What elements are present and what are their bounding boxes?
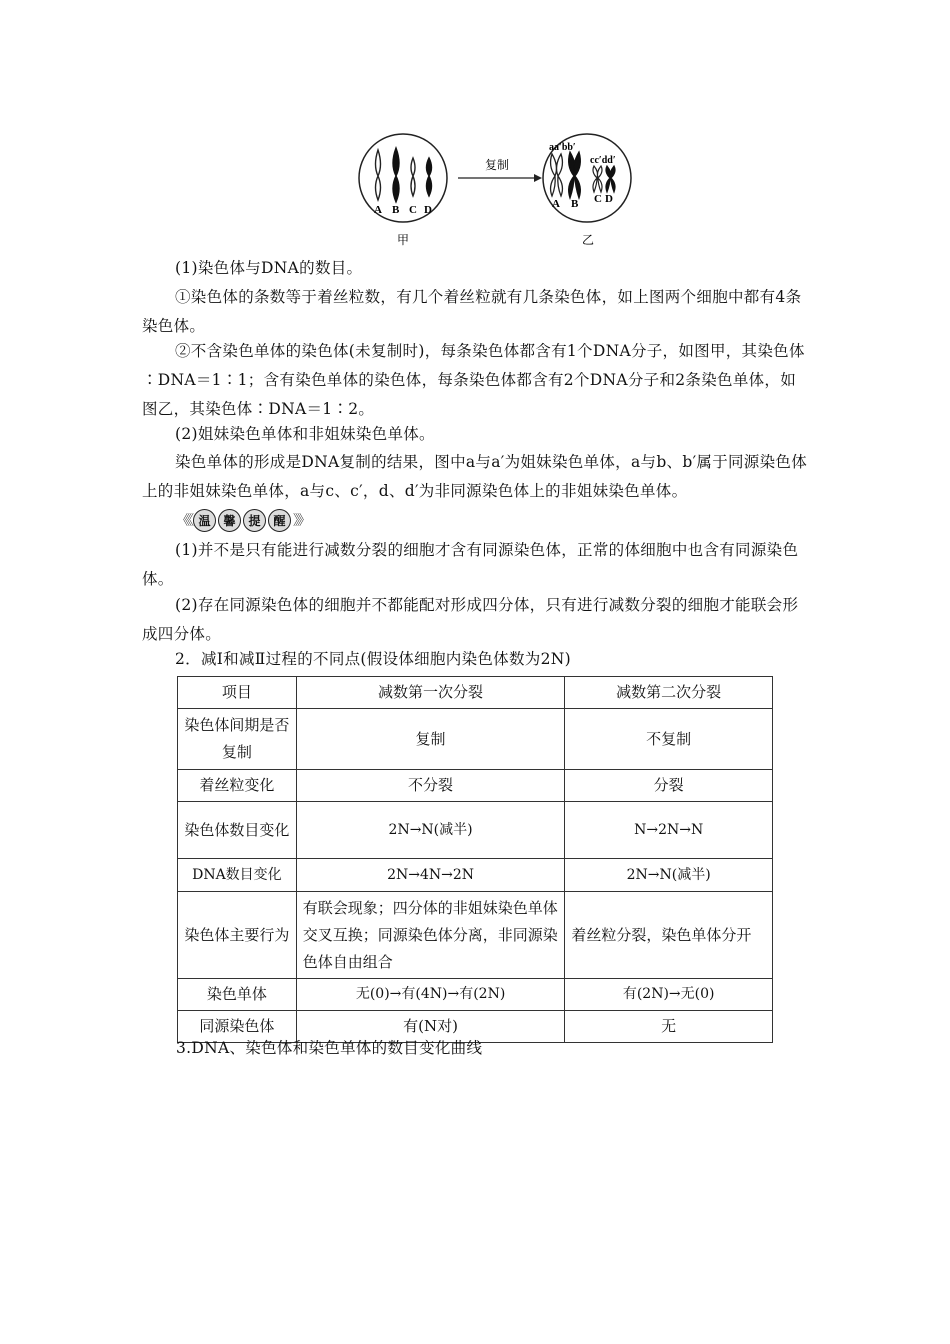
chromosome-b-icon (393, 148, 399, 202)
row-label: 染色体间期是否复制 (178, 709, 297, 770)
paragraph-2: ①染色体的条数等于着丝粒数，有几个着丝粒就有几条染色体，如上图两个细胞中都有4条染色体。 (142, 288, 802, 335)
row-label: 同源染色体 (178, 1011, 297, 1043)
meiosis-comparison-table (177, 676, 773, 1043)
table-cell: 有联会现象；四分体的非姐妹染色单体交叉互换；同源染色体分离，非同源染色体自由组合 (296, 892, 565, 979)
table-row (178, 709, 773, 770)
arrow-label: 复制 (485, 158, 510, 172)
section-3-title: 3.DNA、染色体和染色单体的数目变化曲线 (176, 1039, 483, 1057)
table-header-row (178, 677, 773, 709)
left-label-a: A (374, 204, 382, 216)
double-right-arrow-icon: 》》 (293, 513, 308, 529)
table-cell: 分裂 (565, 770, 773, 802)
table-cell: 无(0)→有(4N)→有(2N) (296, 979, 565, 1011)
right-top-label-ab: aa′bb′ (549, 142, 576, 153)
right-label-d: D (605, 193, 613, 205)
cell-jia-circle (359, 134, 447, 222)
tip-char-2: 馨 (218, 509, 241, 532)
table-cell: 2N→N(减半) (565, 859, 773, 892)
table-cell: 2N→4N→2N (296, 859, 565, 892)
right-top-label-cd: cc′dd′ (590, 155, 616, 166)
table-cell: 着丝粒分裂，染色单体分开 (565, 892, 773, 979)
left-label-b: B (392, 204, 400, 216)
replicated-chromosome-d-icon (606, 166, 615, 192)
arrow-head-icon (534, 174, 542, 182)
chromosome-replication-figure (352, 130, 642, 250)
paragraph-3: ②不含染色单体的染色体(未复制时)，每条染色体都含有1个DNA分子，如图甲，其染色体∶DNA＝1∶1；含有染色单体的染色体，每条染色体都含有2个DNA分子和2条染色单体，如图乙，其染色体∶DNA＝1∶2。 (142, 342, 805, 418)
table-cell: 不复制 (565, 709, 773, 770)
right-label-b: B (571, 198, 579, 210)
table-row (178, 802, 773, 859)
tip-char-3: 提 (243, 509, 266, 532)
paragraph-4: (2)姐妹染色单体和非姐妹染色单体。 (175, 425, 435, 443)
replicated-chromosome-b-icon (569, 152, 581, 198)
header-meiosis-1: 减数第一次分裂 (296, 677, 565, 709)
table-cell: N→2N→N (565, 802, 773, 859)
header-item: 项目 (178, 677, 297, 709)
right-label-c: C (594, 193, 602, 205)
right-label-a: A (552, 198, 560, 210)
paragraph-1: (1)染色体与DNA的数目。 (175, 259, 363, 277)
left-label-d: D (424, 204, 432, 216)
table-row (178, 892, 773, 979)
caption-yi: 乙 (582, 233, 595, 247)
section-2-title: 2．减Ⅰ和减Ⅱ过程的不同点(假设体细胞内染色体数为2N) (175, 650, 571, 668)
tip-char-4: 醒 (268, 509, 291, 532)
chromosome-a-icon (376, 150, 381, 200)
chromosome-d-icon (427, 158, 432, 196)
row-label: 染色单体 (178, 979, 297, 1011)
table-cell: 2N→N(减半) (296, 802, 565, 859)
header-meiosis-2: 减数第二次分裂 (565, 677, 773, 709)
replicated-chromosome-a-icon (551, 154, 563, 196)
paragraph-5: 染色单体的形成是DNA复制的结果，图中a与a′为姐妹染色单体，a与b、b′属于同源染色体上的非姐妹染色单体，a与c、c′，d、d′为非同源染色体上的非姐妹染色单体。 (142, 453, 807, 500)
double-left-arrow-icon: 《《 (176, 513, 191, 529)
caption-jia: 甲 (397, 233, 410, 247)
table-cell: 有(N对) (296, 1011, 565, 1043)
warm-tip-header (176, 508, 308, 532)
tip-paragraph-2: (2)存在同源染色体的细胞并不都能配对形成四分体，只有进行减数分裂的细胞才能联会形成四分体。 (142, 596, 799, 643)
row-label: 着丝粒变化 (178, 770, 297, 802)
replicated-chromosome-c-icon (593, 166, 602, 192)
table-row (178, 859, 773, 892)
tip-char-1: 温 (193, 509, 216, 532)
table-row (178, 770, 773, 802)
row-label: 染色体主要行为 (178, 892, 297, 979)
left-label-c: C (409, 204, 417, 216)
row-label: 染色体数目变化 (178, 802, 297, 859)
row-label: DNA数目变化 (178, 859, 297, 892)
tip-paragraph-1: (1)并不是只有能进行减数分裂的细胞才含有同源染色体，正常的体细胞中也含有同源染色体。 (142, 541, 799, 588)
table-cell: 不分裂 (296, 770, 565, 802)
table-cell: 有(2N)→无(0) (565, 979, 773, 1011)
table-cell: 复制 (296, 709, 565, 770)
table-cell: 无 (565, 1011, 773, 1043)
table-row (178, 979, 773, 1011)
chromosome-c-icon (411, 158, 415, 196)
